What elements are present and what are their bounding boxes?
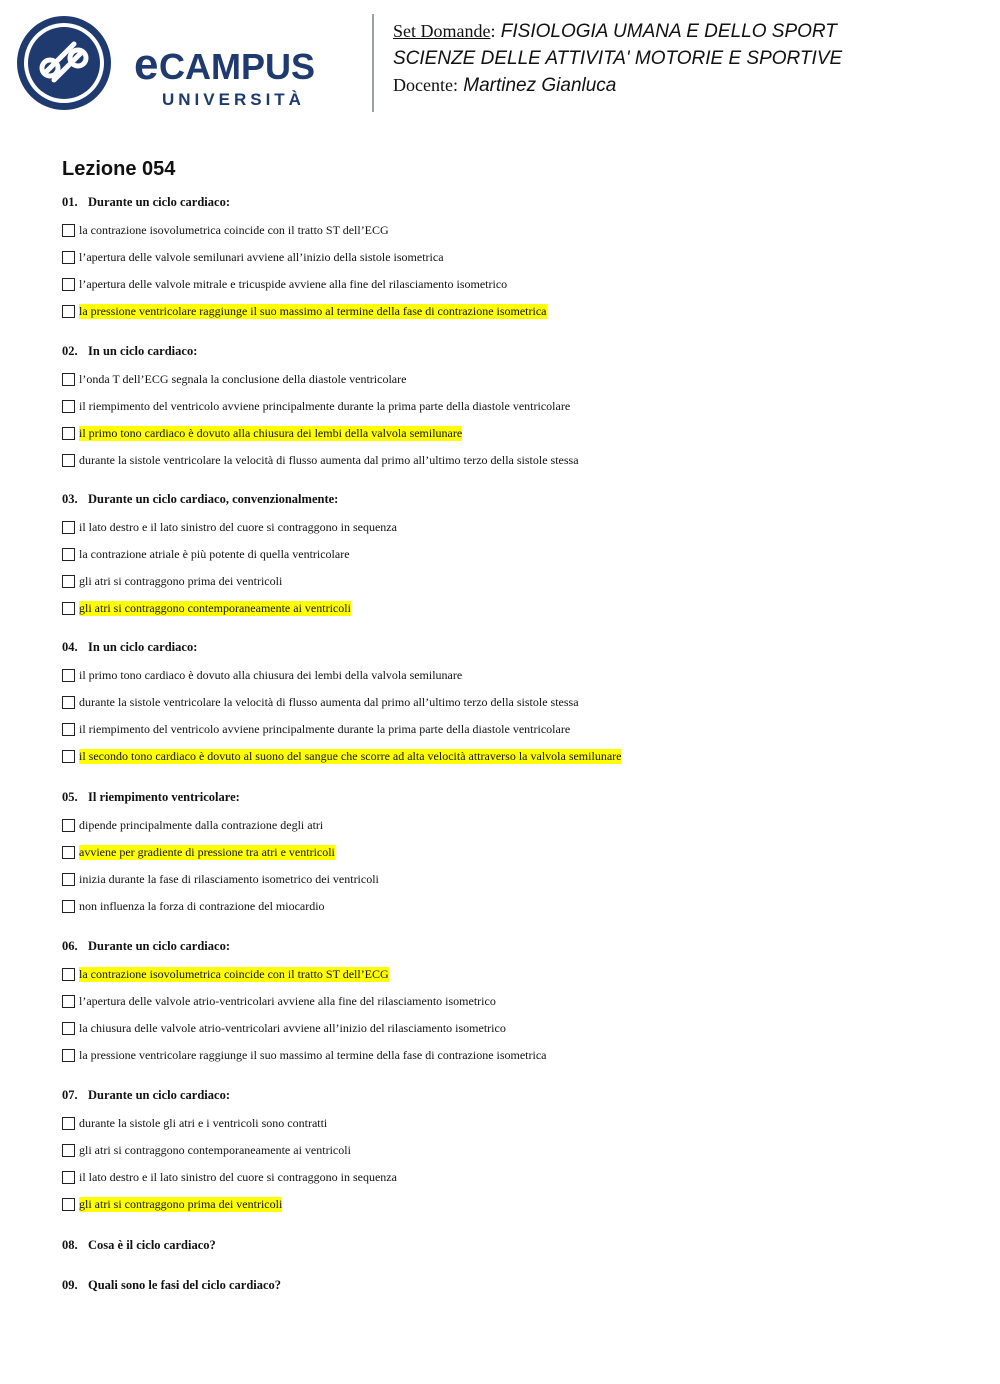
- svg-text:UNIVERSITÀ: UNIVERSITÀ: [162, 90, 305, 109]
- answer-text-highlighted: gli atri si contraggono prima dei ventricoli: [79, 1196, 283, 1211]
- answer-checkbox[interactable]: [62, 278, 75, 291]
- svg-text:e: e: [134, 40, 159, 89]
- lesson-title: Lezione 054: [62, 158, 176, 180]
- answer-option[interactable]: [62, 1020, 506, 1036]
- answer-checkbox[interactable]: [62, 1198, 75, 1211]
- answer-option[interactable]: [62, 398, 570, 414]
- answer-text: l’apertura delle valvole atrio-ventricolari avviene alla fine del rilasciamento isometrico: [79, 993, 496, 1008]
- question-number: 09.: [62, 1278, 78, 1292]
- answer-text: l’apertura delle valvole semilunari avviene all’inizio della sistole isometrica: [79, 249, 444, 264]
- question-text: Durante un ciclo cardiaco:: [88, 939, 230, 953]
- answer-text-highlighted: la pressione ventricolare raggiunge il suo massimo al termine della fase di contrazione isometrica: [79, 303, 547, 318]
- answer-option[interactable]: [62, 667, 462, 683]
- answer-text: l’apertura delle valvole mitrale e tricuspide avviene alla fine del rilasciamento isometrico: [79, 276, 508, 291]
- answer-text: gli atri si contraggono contemporaneamente ai ventricoli: [79, 1142, 351, 1157]
- answer-option[interactable]: [62, 1047, 547, 1063]
- answer-text: il lato destro e il lato sinistro del cuore si contraggono in sequenza: [79, 519, 397, 534]
- answer-text: durante la sistole ventricolare la velocità di flusso aumenta dal primo all’ultimo terzo della sistole stessa: [79, 694, 579, 709]
- question-text: Durante un ciclo cardiaco, convenzionalmente:: [88, 492, 339, 506]
- answer-option[interactable]: [62, 1196, 282, 1212]
- answer-text: la contrazione isovolumetrica coincide con il tratto ST dell’ECG: [79, 222, 389, 237]
- answer-option[interactable]: [62, 748, 621, 764]
- question-number: 07.: [62, 1088, 78, 1102]
- set-colon: :: [490, 21, 496, 41]
- answer-checkbox[interactable]: [62, 427, 75, 440]
- answer-option[interactable]: [62, 371, 406, 387]
- answer-checkbox[interactable]: [62, 723, 75, 736]
- teacher-label: Docente:: [393, 75, 458, 95]
- answer-checkbox[interactable]: [62, 968, 75, 981]
- question-number: 02.: [62, 344, 78, 358]
- answer-checkbox[interactable]: [62, 400, 75, 413]
- answer-option[interactable]: [62, 600, 351, 616]
- answer-checkbox[interactable]: [62, 669, 75, 682]
- question-text: In un ciclo cardiaco:: [88, 640, 198, 654]
- answer-checkbox[interactable]: [62, 251, 75, 264]
- answer-option[interactable]: [62, 1169, 397, 1185]
- question-text: Quali sono le fasi del ciclo cardiaco?: [88, 1278, 282, 1292]
- question-title: [62, 939, 230, 954]
- question-title: [62, 344, 197, 359]
- question-text: Durante un ciclo cardiaco:: [88, 1088, 230, 1102]
- question-title: [62, 492, 338, 507]
- question-text: Cosa è il ciclo cardiaco?: [88, 1238, 216, 1252]
- answer-checkbox[interactable]: [62, 454, 75, 467]
- question-title: [62, 1278, 281, 1293]
- question-title: [62, 1088, 230, 1103]
- answer-text: la contrazione atriale è più potente di quella ventricolare: [79, 546, 350, 561]
- answer-checkbox[interactable]: [62, 995, 75, 1008]
- answer-checkbox[interactable]: [62, 1049, 75, 1062]
- answer-checkbox[interactable]: [62, 1171, 75, 1184]
- answer-text: durante la sistole gli atri e i ventricoli sono contratti: [79, 1115, 328, 1130]
- question-number: 03.: [62, 492, 78, 506]
- answer-option[interactable]: [62, 276, 507, 292]
- ecampus-logo: [16, 14, 356, 114]
- answer-checkbox[interactable]: [62, 373, 75, 386]
- answer-checkbox[interactable]: [62, 602, 75, 615]
- answer-text-highlighted: il secondo tono cardiaco è dovuto al suono del sangue che scorre ad alta velocità attraverso la valvola semilunare: [79, 748, 622, 763]
- answer-option[interactable]: [62, 1115, 327, 1131]
- question-text: In un ciclo cardiaco:: [88, 344, 198, 358]
- set-label: Set Domande: [393, 21, 491, 41]
- answer-option[interactable]: [62, 898, 325, 914]
- answer-text: non influenza la forza di contrazione del miocardio: [79, 898, 325, 913]
- answer-option[interactable]: [62, 425, 462, 441]
- question-number: 06.: [62, 939, 78, 953]
- question-title: [62, 195, 230, 210]
- answer-text-highlighted: gli atri si contraggono contemporaneamente ai ventricoli: [79, 600, 351, 615]
- answer-text: l’onda T dell’ECG segnala la conclusione della diastole ventricolare: [79, 371, 407, 386]
- question-number: 08.: [62, 1238, 78, 1252]
- answer-option[interactable]: [62, 1142, 351, 1158]
- answer-option[interactable]: [62, 817, 323, 833]
- answer-checkbox[interactable]: [62, 1022, 75, 1035]
- teacher-name: Martinez Gianluca: [463, 75, 617, 96]
- svg-text:CAMPUS: CAMPUS: [159, 46, 316, 87]
- answer-option[interactable]: [62, 222, 389, 238]
- answer-text: inizia durante la fase di rilasciamento isometrico dei ventricoli: [79, 871, 379, 886]
- answer-option[interactable]: [62, 303, 547, 319]
- answer-option[interactable]: [62, 249, 444, 265]
- question-title: [62, 640, 197, 655]
- answer-option[interactable]: [62, 844, 335, 860]
- course-header: [393, 18, 842, 99]
- answer-checkbox[interactable]: [62, 575, 75, 588]
- answer-option[interactable]: [62, 519, 397, 535]
- header-divider: [372, 14, 374, 112]
- answer-option[interactable]: [62, 721, 570, 737]
- answer-option[interactable]: [62, 993, 496, 1009]
- answer-text-highlighted: il primo tono cardiaco è dovuto alla chiusura dei lembi della valvola semilunare: [79, 425, 463, 440]
- question-title: [62, 790, 240, 805]
- answer-checkbox[interactable]: [62, 1144, 75, 1157]
- answer-checkbox[interactable]: [62, 696, 75, 709]
- answer-option[interactable]: [62, 694, 579, 710]
- answer-checkbox[interactable]: [62, 1117, 75, 1130]
- answer-option[interactable]: [62, 452, 579, 468]
- answer-text: durante la sistole ventricolare la velocità di flusso aumenta dal primo all’ultimo terzo della sistole stessa: [79, 452, 579, 467]
- answer-text: il lato destro e il lato sinistro del cuore si contraggono in sequenza: [79, 1169, 397, 1184]
- answer-checkbox[interactable]: [62, 819, 75, 832]
- answer-checkbox[interactable]: [62, 521, 75, 534]
- question-number: 01.: [62, 195, 78, 209]
- question-text: Il riempimento ventricolare:: [88, 790, 240, 804]
- answer-text: dipende principalmente dalla contrazione degli atri: [79, 817, 324, 832]
- answer-checkbox[interactable]: [62, 305, 75, 318]
- question-number: 04.: [62, 640, 78, 654]
- answer-option[interactable]: [62, 546, 350, 562]
- answer-text: la chiusura delle valvole atrio-ventricolari avviene all’inizio del rilasciamento isometrico: [79, 1020, 506, 1035]
- answer-text: il riempimento del ventricolo avviene principalmente durante la prima parte della diastole ventricolare: [79, 398, 571, 413]
- question-number: 05.: [62, 790, 78, 804]
- answer-text: il primo tono cardiaco è dovuto alla chiusura dei lembi della valvola semilunare: [79, 667, 463, 682]
- answer-text: il riempimento del ventricolo avviene principalmente durante la prima parte della diastole ventricolare: [79, 721, 571, 736]
- course-line-2: SCIENZE DELLE ATTIVITA' MOTORIE E SPORTIVE: [393, 48, 843, 69]
- answer-checkbox[interactable]: [62, 846, 75, 859]
- answer-text-highlighted: la contrazione isovolumetrica coincide con il tratto ST dell’ECG: [79, 966, 389, 981]
- answer-checkbox[interactable]: [62, 900, 75, 913]
- answer-text: la pressione ventricolare raggiunge il suo massimo al termine della fase di contrazione isometrica: [79, 1047, 547, 1062]
- question-text: Durante un ciclo cardiaco:: [88, 195, 230, 209]
- answer-checkbox[interactable]: [62, 224, 75, 237]
- answer-text-highlighted: avviene per gradiente di pressione tra atri e ventricoli: [79, 844, 335, 859]
- answer-option[interactable]: [62, 966, 389, 982]
- question-title: [62, 1238, 216, 1253]
- course-line-1: FISIOLOGIA UMANA E DELLO SPORT: [500, 21, 837, 42]
- answer-checkbox[interactable]: [62, 548, 75, 561]
- answer-text: gli atri si contraggono prima dei ventricoli: [79, 573, 283, 588]
- answer-checkbox[interactable]: [62, 873, 75, 886]
- answer-checkbox[interactable]: [62, 750, 75, 763]
- answer-option[interactable]: [62, 871, 379, 887]
- answer-option[interactable]: [62, 573, 282, 589]
